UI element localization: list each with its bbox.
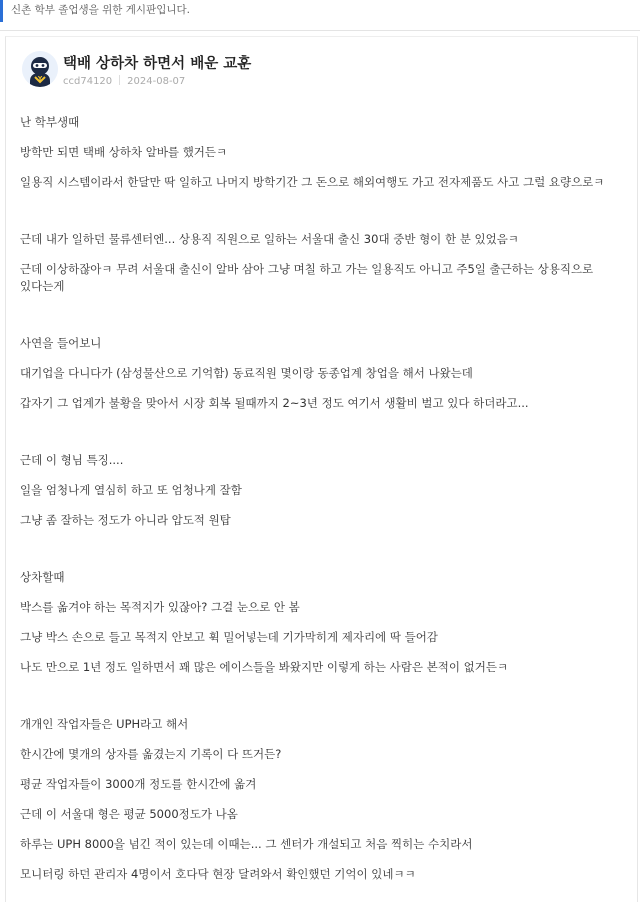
paragraph: 개개인 작업자들은 UPH라고 해서: [20, 717, 189, 731]
paragraph: 평균 작업자들이 3000개 정도를 한시간에 옮겨: [20, 777, 257, 791]
paragraph: 근데 이상하잖아ㅋ 무려 서울대 출신이 알바 삼아 그냥 며칠 하고 가는 일용직도 아니고 주5일 출근하는 상용직으로 있다는게: [20, 262, 594, 293]
svg-text:Y: Y: [37, 75, 43, 83]
paragraph: 박스를 옮겨야 하는 목적지가 있잖아? 그걸 눈으로 안 봄: [20, 600, 300, 614]
board-description: 신촌 학부 졸업생을 위한 게시판입니다.: [0, 0, 640, 22]
header-divider: [0, 30, 640, 31]
paragraph: 일을 엄청나게 열심히 하고 또 엄청나게 잘함: [20, 483, 242, 497]
paragraph: 나도 만으로 1년 정도 일하면서 꽤 많은 에이스들을 봐왔지만 이렇게 하는 사람은 본적이 없거든ㅋ: [20, 660, 509, 674]
paragraph: 사연을 들어보니: [20, 336, 102, 350]
author-name[interactable]: ccd74120: [63, 76, 113, 87]
paragraph: 근데 이 서울대 형은 평균 5000정도가 나옴: [20, 807, 238, 821]
post-meta: [63, 75, 185, 87]
post-card: [5, 36, 638, 902]
paragraph: 근데 이 형님 특징....: [20, 453, 124, 467]
paragraph: 갑자기 그 업계가 불황을 맞아서 시장 회복 될때까지 2~3년 정도 여기서 생활비 벌고 있다 하더라고...: [20, 396, 529, 410]
paragraph: 난 학부생때: [20, 115, 80, 129]
meta-separator: [119, 75, 120, 85]
paragraph: 근데 내가 일하던 물류센터엔... 상용직 직원으로 일하는 서울대 출신 30대 중반 형이 한 분 있었음ㅋ: [20, 232, 519, 246]
paragraph: 일용직 시스템이라서 한달만 딱 일하고 나머지 방학기간 그 돈으로 해외여행도 가고 전자제품도 사고 그럴 요량으로ㅋ: [20, 175, 605, 189]
paragraph: 상차할때: [20, 570, 65, 584]
paragraph: 한시간에 몇개의 상자를 옮겼는지 기록이 다 뜨거든?: [20, 747, 282, 761]
paragraph: 그냥 좀 잘하는 정도가 아니라 압도적 원탑: [20, 513, 231, 527]
ninja-avatar-icon[interactable]: [22, 51, 58, 87]
post-date: 2024-08-07: [127, 76, 186, 87]
paragraph: 방학만 되면 택배 상하차 알바를 했거든ㅋ: [20, 145, 228, 159]
post-title: 택배 상하차 하면서 배운 교훈: [63, 56, 252, 72]
paragraph: 모니터링 하던 관리자 4명이서 호다닥 현장 달려와서 확인했던 기억이 있네ㅋㅋ: [20, 867, 416, 881]
paragraph: 그냥 박스 손으로 들고 목적지 안보고 휙 밀어넣는데 기가막히게 제자리에 딱 들어감: [20, 630, 438, 644]
paragraph: 대기업을 다니다가 (삼성물산으로 기억함) 동료직원 몇이랑 동종업계 창업을 해서 나왔는데: [20, 366, 473, 380]
post-body: [20, 114, 625, 883]
paragraph: 하루는 UPH 8000을 넘긴 적이 있는데 이때는... 그 센터가 개설되고 처음 찍히는 수치라서: [20, 837, 473, 851]
